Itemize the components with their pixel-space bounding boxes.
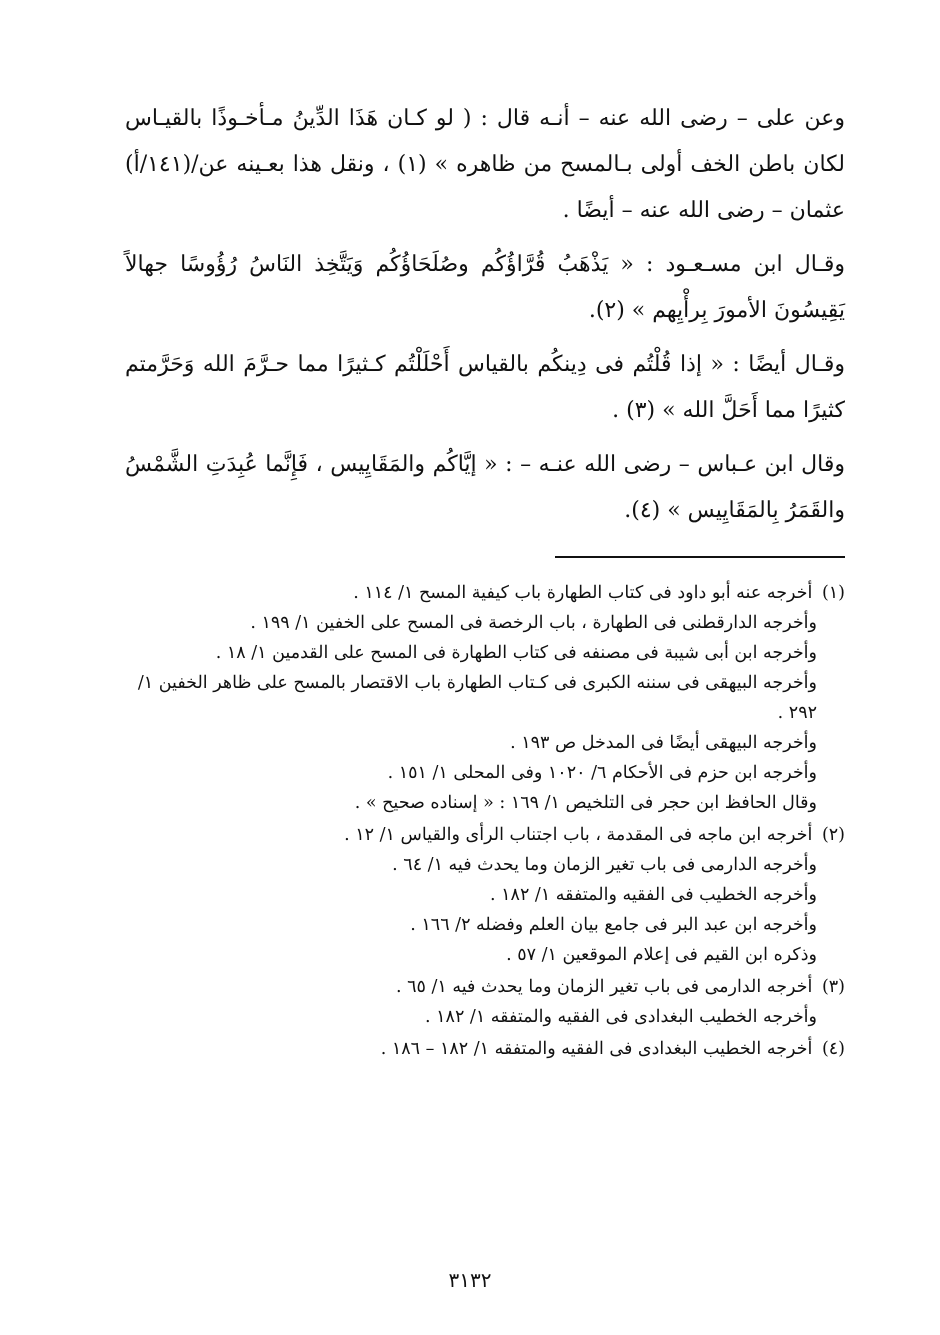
footnote-text: أخرجه الخطيب البغدادى فى الفقيه والمتفقه ١/ ١٨٢ – ١٨٦ . (380, 1039, 813, 1059)
footnote-number: (٢) (821, 825, 845, 845)
footnote-line: وأخرجه ابن أبى شيبة فى مصنفه فى كتاب الطهارة فى المسح على القدمين ١/ ١٨ . (215, 643, 817, 663)
footnote-line: وأخرجه البيهقى أيضًا فى المدخل ص ١٩٣ . (510, 733, 817, 753)
footnotes-section (125, 578, 845, 1066)
footnote-line: وقال الحافظ ابن حجر فى التلخيص ١/ ١٦٩ : « إسناده صحيح » . (354, 793, 817, 813)
footnote-text: أخرجه ابن ماجه فى المقدمة ، باب اجتناب الرأى والقياس ١/ ١٢ . (344, 825, 813, 845)
footnote-line: وأخرجه الخطيب البغدادى فى الفقيه والمتفقه ١/ ١٨٢ . (425, 1007, 817, 1027)
footnote-text: أخرجه عنه أبو داود فى كتاب الطهارة باب كيفية المسح ١/ ١١٤ . (353, 583, 813, 603)
footnote-line: وأخرجه ابن حزم فى الأحكام ٦/ ١٠٢٠ وفى المحلى ١/ ١٥١ . (387, 763, 817, 783)
footnote-text: أخرجه الدارمى فى باب تغير الزمان وما يحدث فيه ١/ ٦٥ . (395, 977, 813, 997)
footnote-line: وأخرجه ابن عبد البر فى جامع بيان العلم وفضله ٢/ ١٦٦ . (410, 915, 817, 935)
paragraph-ali: وعن على – رضى الله عنه – أنـه قال : ( لو كـان هَذَا الدِّينُ مـأخـوذًا بالقيـاس لكان باطن الخف أولى بـالمسح من ظاهره » (١) ، ونقل هذا بعـينه عن/(١٤١/أ) عثمان – رضى الله عنه – أيضًا . (125, 106, 845, 223)
footnote-line: وأخرجه البيهقى فى سننه الكبرى فى كـتاب الطهارة باب الاقتصار بالمسح على ظاهر الخفين ١/ ٢٩٢ . (137, 673, 817, 723)
footnote-line: وأخرجه الدارمى فى باب تغير الزمان وما يحدث فيه ١/ ٦٤ . (392, 855, 817, 875)
paragraph-ibn-abbas: وقال ابن عـباس – رضى الله عنـه – : « إيَّاكُم والمَقَايِيس ، فَإِنَّما عُبِدَتِ الشَّمْسُ والقَمَرُ بِالمَقَايِيس » (٤). (125, 452, 845, 523)
footnote-line (125, 820, 845, 850)
footnote-line: وأخرجه الدارقطنى فى الطهارة ، باب الرخصة فى المسح على الخفين ١/ ١٩٩ . (250, 613, 817, 633)
paragraph-ibn-masud: وقـال ابن مسـعـود : « يَذْهَبُ قُرَّاؤُكُم وصُلَحَاؤُكُم وَيَتَّخِذ النَاسُ رُؤُوسًا جهالاً يَقِيسُونَ الأمورَ بِرأْيِهم » (٢). (125, 252, 845, 323)
footnote-line: وأخرجه الخطيب فى الفقيه والمتفقه ١/ ١٨٢ . (490, 885, 817, 905)
footnote-line (125, 578, 845, 608)
footnote-line (125, 1034, 845, 1064)
page-number: ٣١٣٢ (448, 1268, 492, 1292)
footnote-1 (125, 578, 845, 818)
footnote-2 (125, 820, 845, 970)
footnote-number: (٣) (821, 977, 845, 997)
footnote-line (125, 972, 845, 1002)
footnote-4 (125, 1034, 845, 1064)
footnote-line: وذكره ابن القيم فى إعلام الموقعين ١/ ٥٧ . (506, 945, 817, 965)
footnote-3 (125, 972, 845, 1032)
footnote-number: (٤) (821, 1039, 845, 1059)
footnote-number: (١) (821, 583, 845, 603)
footnote-separator (555, 556, 845, 558)
main-text-body (125, 96, 845, 542)
paragraph-ibn-masud-also: وقـال أيضًا : « إذا قُلْتُم فى دِينكُم بالقياس أَحْلَلْتُم كـثيرًا مما حـرَّمَ الله وَحَرَّمتم كثيرًا مما أَحَلَّ الله » (٣) . (125, 352, 845, 423)
